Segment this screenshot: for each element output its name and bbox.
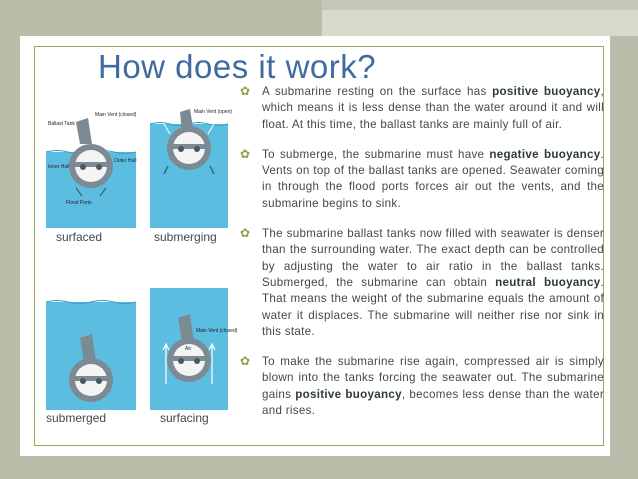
bullet-bold-term: negative buoyancy <box>489 147 601 161</box>
diagram-label: Outer Hull <box>114 158 137 164</box>
bullet-text-run: . That means the weight of the submarine equals the amount of water it displaces. The submarine will neither rise nor sink in this state. <box>262 275 605 338</box>
bullet-check-icon: ✿ <box>240 226 251 241</box>
bullet-bold-term: positive buoyancy <box>492 85 601 98</box>
bullet-text-run: . Vents on top of the ballast tanks are opened. Seawater coming in through the flood ports forces air out the vents, and the submarine begins to sink. <box>262 147 604 210</box>
bullet-check-icon: ✿ <box>240 146 251 161</box>
bullet-item <box>236 354 604 419</box>
bullet-check-icon: ✿ <box>240 354 251 369</box>
bullet-item <box>236 147 604 212</box>
caption-submerging: submerging <box>154 230 217 244</box>
diagram-label: Inner Hull <box>48 164 70 170</box>
diagram-label: Flood Ports <box>66 200 92 206</box>
diagram-surfacing <box>150 288 238 410</box>
diagram-label: Main Vent (closed) <box>196 328 238 334</box>
bullet-item <box>236 84 604 133</box>
bullet-text-run: , which means it is less dense than the water around it and will float. At this time, the ballast tanks are mainly full of air. <box>262 85 604 131</box>
bullet-text-run: A submarine resting on the surface has <box>262 85 493 98</box>
top-decor-bar <box>322 0 638 36</box>
bullet-text-run: To make the submarine rise again, compressed air is simply blown into the tanks forcing the seawater out. The submarine gains <box>262 355 604 401</box>
bullet-check-icon: ✿ <box>240 84 251 98</box>
bullet-list <box>236 84 604 433</box>
slide-title: How does it work? <box>98 48 377 85</box>
diagram-surfaced <box>46 104 136 228</box>
bullet-text-run: To submerge, the submarine must have <box>262 147 490 161</box>
diagram-label: Main Vent (closed) <box>95 112 137 118</box>
bullet-text <box>262 84 604 133</box>
bullet-bold-term: positive buoyancy <box>295 387 402 401</box>
diagram-submerged <box>46 288 136 410</box>
bullet-text-run: , becomes less dense than the water and rises. <box>262 387 604 418</box>
bottom-decor-bar <box>0 456 638 479</box>
bullet-text <box>262 226 604 340</box>
bullet-text <box>262 147 604 212</box>
top-decor-stripe <box>322 10 638 36</box>
diagram-submerging <box>150 104 233 228</box>
diagram-label: Ballast Tank <box>48 121 75 127</box>
bullet-bold-term: neutral buoyancy <box>495 275 601 289</box>
diagram-label: Main Vent (open) <box>194 109 233 115</box>
bullet-text-run: The submarine ballast tanks now filled with seawater is denser than the surrounding water. The exact depth can be controlled by adjusting the water to air ratio in the ballast tanks. Submerged, the submarine can obtain <box>262 227 604 289</box>
caption-surfacing: surfacing <box>160 411 209 425</box>
caption-surfaced: surfaced <box>56 230 103 244</box>
caption-submerged: submerged <box>46 411 107 425</box>
diagram-label: Air <box>185 346 192 352</box>
bullet-item <box>236 226 604 340</box>
bullet-text <box>262 354 604 419</box>
